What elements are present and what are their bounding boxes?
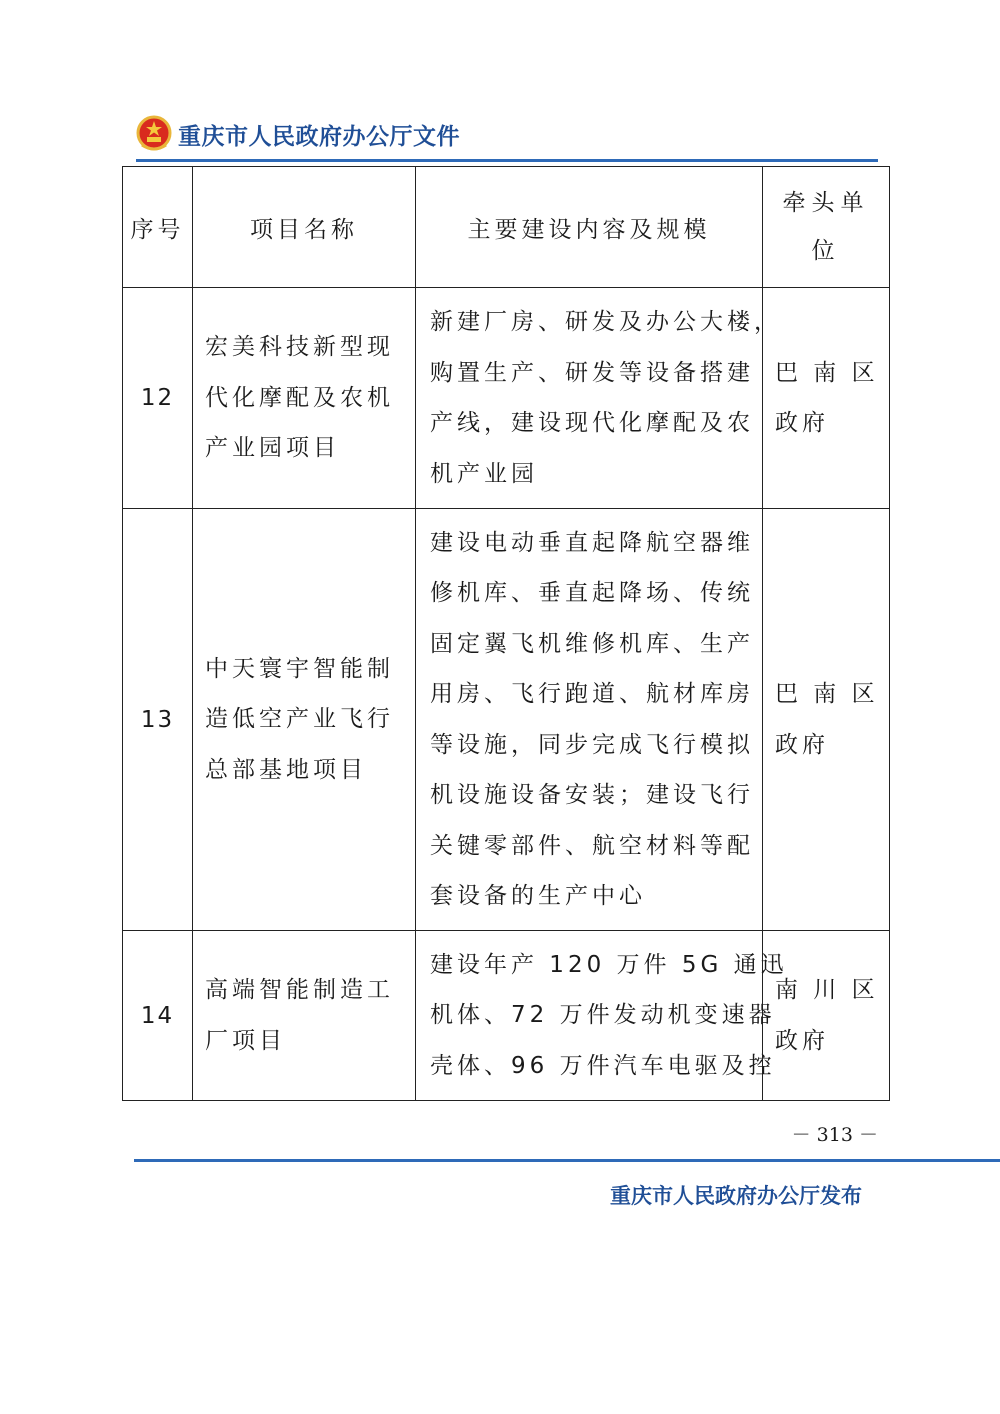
row-project-name (193, 288, 416, 509)
content-line: 购置生产、研发等设备搭建 (430, 359, 754, 386)
row-content (416, 509, 763, 931)
row-seq: 12 (123, 288, 193, 509)
content-line: 壳体、96 万件汽车电驱及控 (430, 1052, 776, 1079)
row-lead-unit (763, 288, 890, 509)
header-lead-line: 位 (811, 238, 841, 264)
lead-line: 巴 南 区 (775, 681, 879, 707)
table-header-row (123, 167, 890, 288)
table-row (123, 288, 890, 509)
header-lead-line: 牵头单 (782, 190, 870, 216)
content-line: 机体、72 万件发动机变速器 (430, 1002, 776, 1029)
lead-line: 政府 (775, 410, 829, 436)
name-line: 产业园项目 (205, 435, 340, 462)
content-line: 关键零部件、航空材料等配 (430, 832, 754, 859)
name-line: 高端智能制造工 (205, 977, 394, 1003)
row-content (416, 931, 788, 1101)
lead-line: 南 川 区 (775, 977, 879, 1003)
name-line: 造低空产业飞行 (205, 706, 394, 733)
page-number: － 313 － (791, 1124, 878, 1146)
row-lead-unit (763, 509, 890, 931)
row-project-name (193, 509, 416, 931)
content-line: 建设电动垂直起降航空器维 (430, 529, 754, 556)
content-line: 修机库、垂直起降场、传统 (430, 580, 754, 606)
projects-table (122, 166, 890, 1101)
footer-publisher: 重庆市人民政府办公厅发布 (610, 1183, 862, 1208)
content-line: 机设施设备安装；建设飞行 (430, 782, 754, 808)
footer-divider (134, 1159, 1000, 1162)
table-row (123, 509, 890, 931)
content-line: 套设备的生产中心 (430, 883, 646, 909)
content-line: 用房、飞行跑道、航材库房 (430, 681, 754, 707)
name-line: 宏美科技新型现 (205, 334, 394, 361)
header-seq: 序号 (123, 167, 193, 288)
header-lead-unit (763, 167, 890, 288)
table-row (123, 931, 890, 1101)
content-line: 等设施，同步完成飞行模拟 (430, 731, 754, 758)
row-seq: 14 (123, 931, 193, 1101)
lead-line: 政府 (775, 1027, 829, 1054)
name-line: 总部基地项目 (205, 756, 367, 783)
name-line: 代化摩配及农机 (205, 384, 394, 411)
name-line: 中天寰宇智能制 (205, 655, 394, 682)
header-content: 主要建设内容及规模 (416, 167, 763, 288)
name-line: 厂项目 (205, 1027, 286, 1054)
document-header (136, 112, 876, 156)
header-divider (136, 159, 878, 162)
header-title: 重庆市人民政府办公厅文件 (178, 122, 460, 150)
content-line: 产线，建设现代化摩配及农 (430, 410, 754, 436)
lead-line: 巴 南 区 (775, 359, 879, 386)
content-line: 建设年产 120 万件 5G 通迅 (430, 951, 788, 978)
row-project-name (193, 931, 416, 1101)
national-emblem-icon (136, 115, 172, 153)
row-seq: 13 (123, 509, 193, 931)
row-content (416, 288, 781, 509)
lead-line: 政府 (775, 731, 829, 758)
content-line: 新建厂房、研发及办公大楼， (430, 309, 781, 335)
content-line: 机产业园 (430, 460, 538, 487)
content-line: 固定翼飞机维修机库、生产 (430, 630, 754, 657)
header-project-name: 项目名称 (193, 167, 416, 288)
